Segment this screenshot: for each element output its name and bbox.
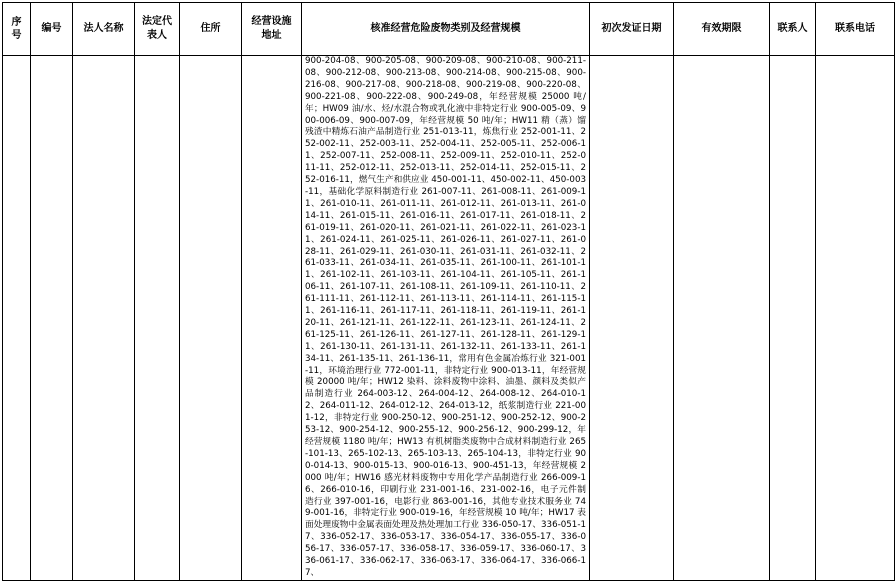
license-table xyxy=(2,2,895,581)
header-seq: 序号 xyxy=(3,3,31,56)
cell-contact xyxy=(770,56,816,581)
cell-legal-name xyxy=(73,56,135,581)
header-row xyxy=(3,3,895,56)
header-address: 住所 xyxy=(180,3,242,56)
cell-legal-rep xyxy=(135,56,180,581)
header-scope: 核准经营危险废物类别及经营规模 xyxy=(302,3,590,56)
header-number: 编号 xyxy=(31,3,73,56)
cell-facility-address xyxy=(242,56,302,581)
cell-phone xyxy=(816,56,895,581)
header-contact: 联系人 xyxy=(770,3,816,56)
cell-first-issue-date xyxy=(590,56,674,581)
header-legal-rep: 法定代表人 xyxy=(135,3,180,56)
scope-text: 900-204-08、900-205-08、900-209-08、900-210-08、900-211-08、900-212-08、900-213-08、900-214-08、900-215-08、900-216-08、900-217-08、900-218-08、900-219-08、900-220-08、900-221-08、900-222-08、900-249-08，年经营规模 25000 吨/年；HW09 油/水、烃/水混合物或乳化液中非特定行业 900-005-09、900-006-09、900-007-09，年经营规模 50 吨/年；HW11 精（蒸）馏残渣中精炼石油产品制造行业 251-013-11，炼焦行业 252-001-11、252-002-11、252-003-11、252-004-11、252-005-11、252-006-11、252-007-11、252-008-11、252-009-11、252-010-11、252-011-11、252-012-11、252-013-11、252-014-11、252-015-11、252-016-11，燃气生产和供应业 450-001-11、450-002-11、450-003-11，基础化学原料制造行业 261-007-11、261-008-11、261-009-11、261-010-11、261-011-11、261-012-11、261-013-11、261-014-11、261-015-11、261-016-11、261-017-11、261-018-11、261-019-11、261-020-11、261-021-11、261-022-11、261-023-11、261-024-11、261-025-11、261-026-11、261-027-11、261-028-11、261-029-11、261-030-11、261-031-11、261-032-11、261-033-11、261-034-11、261-035-11、261-100-11、261-101-11、261-102-11、261-103-11、261-104-11、261-105-11、261-106-11、261-107-11、261-108-11、261-109-11、261-110-11、261-111-11、261-112-11、261-113-11、261-114-11、261-115-11、261-116-11、261-117-11、261-118-11、261-119-11、261-120-11、261-121-11、261-122-11、261-123-11、261-124-11、261-125-11、261-126-11、261-127-11、261-128-11、261-129-11、261-130-11、261-131-11、261-132-11、261-133-11、261-134-11、261-135-11、261-136-11，常用有色金属冶炼行业 321-001-11，环境治理行业 772-001-11，非特定行业 900-013-11，年经营规模 20000 吨/年；HW12 染料、涂料废物中涂料、油墨、颜料及类似产品制造行业 264-003-12、264-004-12、264-008-12、264-010-12、264-011-12、264-012-12、264-013-12，纸浆制造行业 221-001-12，非特定行业 900-250-12、900-251-12、900-252-12、900-253-12、900-254-12、900-255-12、900-256-12、900-299-12，年经营规模 1180 吨/年；HW13 有机树脂类废物中合成材料制造行业 265-101-13、265-102-13、265-103-13、265-104-13，非特定行业 900-014-13、900-015-13、900-016-13、900-451-13，年经营规模 2000 吨/年；HW16 感光材料废物中专用化学产品制造行业 266-009-16、266-010-16，印刷行业 231-001-16、231-002-16，电子元件制造行业 397-001-16，电影行业 863-001-16，其他专业技术服务业 749-001-16，非特定行业 900-019-16，年经营规模 10 吨/年；HW17 表面处理废物中金属表面处理及热处理加工行业 336-050-17、336-051-17、336-052-17、336-053-17、336-054-17、336-055-17、336-056-17、336-057-17、336-058-17、336-059-17、336-060-17、336-061-17、336-062-17、336-063-17、336-064-17、336-066-17、 xyxy=(305,56,586,578)
cell-seq xyxy=(3,56,31,581)
table-row xyxy=(3,56,895,581)
cell-validity xyxy=(674,56,770,581)
cell-address xyxy=(180,56,242,581)
header-validity: 有效期限 xyxy=(674,3,770,56)
cell-number xyxy=(31,56,73,581)
header-phone: 联系电话 xyxy=(816,3,895,56)
header-facility-address: 经营设施地址 xyxy=(242,3,302,56)
cell-scope xyxy=(302,56,590,581)
header-first-issue-date: 初次发证日期 xyxy=(590,3,674,56)
header-legal-name: 法人名称 xyxy=(73,3,135,56)
